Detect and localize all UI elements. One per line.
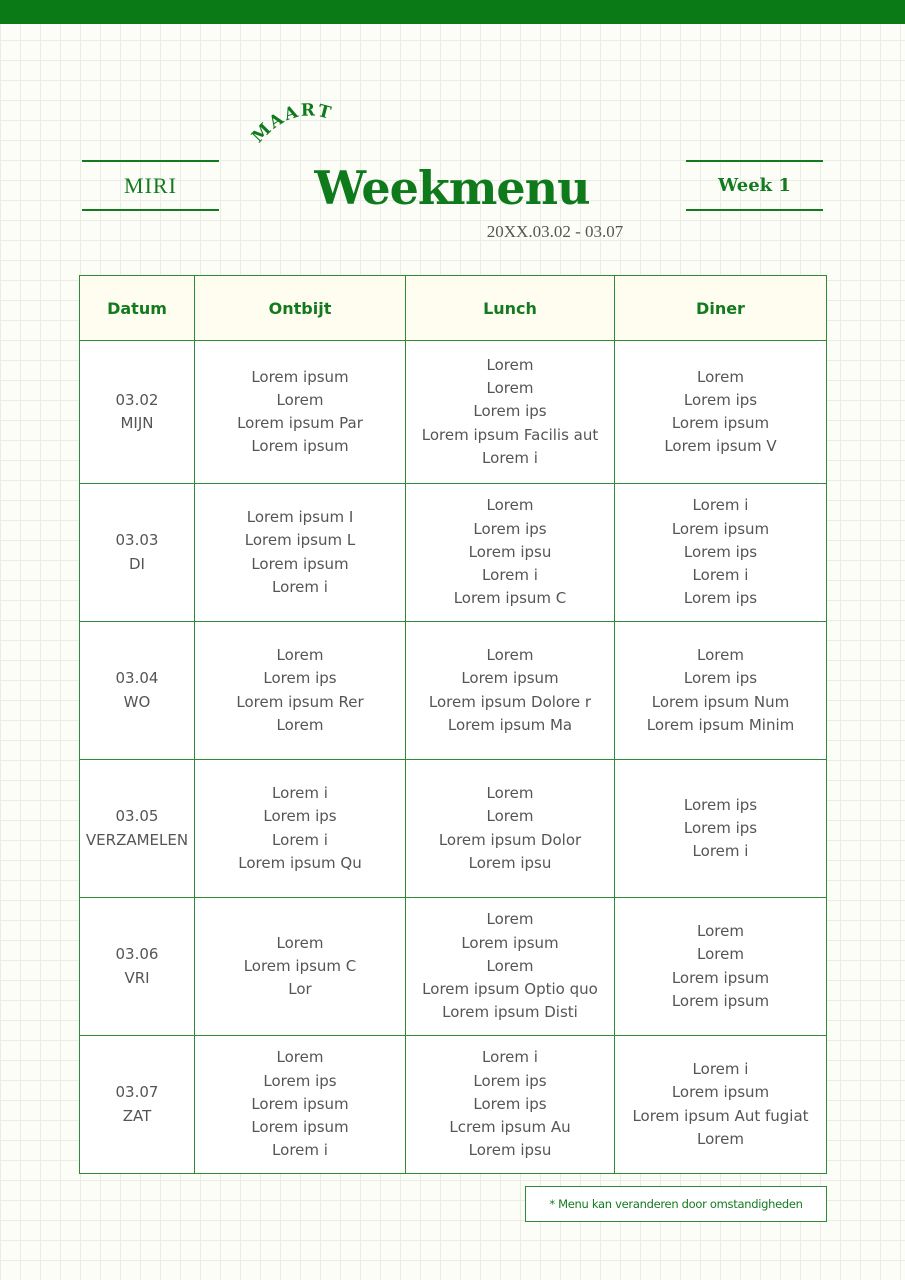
author-box <box>82 160 219 211</box>
menu-item: Lorem ipsum Qu <box>238 853 362 872</box>
day-name: VRI <box>124 968 150 987</box>
month-arc-label <box>245 92 365 152</box>
menu-item: Lorem ipsu <box>468 1141 552 1160</box>
footer-note: * Menu kan veranderen door omstandigheden <box>525 1186 827 1222</box>
week-label: Week 1 <box>718 175 791 196</box>
menu-item: Lor <box>288 980 312 999</box>
menu-item: Lorem <box>276 715 324 734</box>
author-name: MIRI <box>124 172 177 198</box>
diner-cell <box>615 622 827 760</box>
menu-item: Lorem <box>486 496 534 515</box>
menu-item: Lorem ipsu <box>468 542 552 561</box>
menu-item: Lorem <box>486 646 534 665</box>
ontbijt-cell <box>195 622 406 760</box>
menu-item: Lorem ips <box>683 542 758 561</box>
menu-item: Lorem i <box>692 1060 749 1079</box>
menu-item: Lcrem ipsum Au <box>449 1118 571 1137</box>
menu-item: Lorem ipsum Disti <box>442 1003 578 1022</box>
menu-item: Lorem ips <box>263 807 337 826</box>
table-row <box>80 341 827 484</box>
menu-item: Lorem ipsum Ma <box>447 715 573 734</box>
table-row <box>80 898 827 1036</box>
diner-cell <box>615 1036 827 1174</box>
menu-item: Lorem ipsum V <box>664 437 777 456</box>
menu-item: Lorem ipsum Minim <box>646 715 795 734</box>
lunch-cell <box>406 484 615 622</box>
menu-item: Lorem <box>486 355 534 374</box>
date-range: 20XX.03.02 - 03.07 <box>486 222 624 241</box>
menu-item: Lorem ipsum I <box>246 508 354 527</box>
lunch-cell <box>406 898 615 1036</box>
menu-item: Lorem ips <box>683 669 758 688</box>
menu-item: Lorem ipsum Dolor <box>438 830 582 849</box>
header-lunch: Lunch <box>406 276 615 341</box>
ontbijt-cell <box>195 760 406 898</box>
menu-item: Lorem <box>276 1048 324 1067</box>
menu-item: Lorem i <box>482 448 538 467</box>
lunch-cell <box>406 622 615 760</box>
date-value: 03.07 <box>115 1083 159 1102</box>
day-name: DI <box>129 554 145 573</box>
date-cell <box>80 341 195 484</box>
menu-item: Lorem <box>697 1129 744 1148</box>
top-accent-bar <box>0 0 905 24</box>
date-cell <box>80 760 195 898</box>
menu-item: Lorem ipsum <box>671 968 770 987</box>
menu-item: Lorem ipsum <box>671 414 770 432</box>
menu-item: Lorem ipsum Optio quo <box>422 980 598 999</box>
menu-item: Lorem ipsum <box>251 554 349 573</box>
menu-item: Lorem ips <box>263 669 337 688</box>
menu-item: Lorem i <box>692 496 749 515</box>
page-title: Weekmenu <box>314 161 590 215</box>
diner-cell <box>615 341 827 484</box>
lunch-cell <box>406 760 615 898</box>
table-row <box>80 760 827 898</box>
menu-item: Lorem <box>697 646 744 665</box>
menu-item: Lorem ipsum Num <box>651 692 790 711</box>
menu-item: Lorem <box>697 922 744 941</box>
date-cell <box>80 1036 195 1174</box>
ontbijt-cell <box>195 484 406 622</box>
day-name: ZAT <box>122 1106 152 1125</box>
diner-cell <box>615 484 827 622</box>
menu-item: Lorem ipsum Rer <box>236 692 364 711</box>
day-name: VERZAMELEN <box>85 830 189 849</box>
menu-item: Lorem ipsum <box>251 367 349 386</box>
date-cell <box>80 622 195 760</box>
menu-item: Lorem ipsum <box>251 1094 349 1113</box>
menu-item: Lorem i <box>482 566 538 585</box>
menu-item: Lorem i <box>272 830 328 849</box>
lunch-cell <box>406 341 615 484</box>
menu-item: Lorem <box>486 807 534 826</box>
diner-cell <box>615 760 827 898</box>
svg-text:MAART <box>248 100 335 147</box>
menu-item: Lorem ips <box>473 1071 547 1090</box>
menu-item: Lorem <box>276 390 324 409</box>
menu-item: Lorem <box>486 379 534 398</box>
menu-item: Lorem ipsum Aut fugiat <box>632 1106 809 1125</box>
header-diner: Diner <box>615 276 827 341</box>
menu-item: Lorem ips <box>473 519 547 538</box>
menu-item: Lorem ipsum C <box>453 589 567 608</box>
menu-item: Lorem ips <box>683 818 758 837</box>
day-name: MIJN <box>120 414 154 432</box>
menu-item: Lorem <box>697 367 744 386</box>
table-row <box>80 1036 827 1174</box>
date-cell <box>80 484 195 622</box>
menu-item: Lorem <box>486 784 534 803</box>
date-cell <box>80 898 195 1036</box>
menu-table <box>79 275 827 1174</box>
menu-item: Lorem ipsum <box>251 1118 349 1137</box>
date-value: 03.03 <box>115 531 159 550</box>
table-row <box>80 622 827 760</box>
menu-item: Lorem ipsum <box>461 933 559 952</box>
menu-item: Lorem <box>486 910 534 929</box>
menu-item: Lorem i <box>692 842 749 861</box>
ontbijt-cell <box>195 1036 406 1174</box>
date-value: 03.05 <box>115 807 159 826</box>
menu-item: Lorem ips <box>473 402 547 421</box>
ontbijt-cell <box>195 341 406 484</box>
week-box <box>686 160 823 211</box>
date-value: 03.02 <box>115 390 159 409</box>
lunch-cell <box>406 1036 615 1174</box>
menu-item: Lorem ipsum C <box>243 956 357 975</box>
menu-item: Lorem ipsum Dolore r <box>428 692 592 711</box>
menu-item: Lorem i <box>272 577 328 596</box>
menu-item: Lorem i <box>692 566 749 585</box>
menu-item: Lorem <box>276 646 324 665</box>
day-name: WO <box>123 692 151 711</box>
menu-item: Lorem ipsum L <box>244 531 356 550</box>
menu-item: Lorem ipsum <box>461 669 559 688</box>
menu-item: Lorem ipsu <box>468 853 552 872</box>
menu-item: Lorem ipsum Facilis aut <box>421 425 599 444</box>
menu-item: Lorem ips <box>683 390 758 409</box>
table-header-row <box>80 276 827 341</box>
menu-item: Lorem ips <box>473 1094 547 1113</box>
ontbijt-cell <box>195 898 406 1036</box>
menu-item: Lorem ipsum <box>671 519 770 538</box>
month-text: MAART <box>248 100 335 148</box>
menu-item: Lorem <box>697 945 744 964</box>
menu-item: Lorem ipsum <box>671 1083 770 1102</box>
menu-item: Lorem ipsum <box>251 437 349 456</box>
menu-item: Lorem ips <box>683 795 758 814</box>
date-value: 03.06 <box>115 945 159 964</box>
menu-table-body <box>80 341 827 1174</box>
date-value: 03.04 <box>115 669 159 688</box>
menu-item: Lorem i <box>272 1141 328 1160</box>
menu-item: Lorem <box>486 956 534 975</box>
header-ontbijt: Ontbijt <box>195 276 406 341</box>
table-row <box>80 484 827 622</box>
menu-item: Lorem ipsum Par <box>237 414 363 432</box>
menu-item: Lorem i <box>272 784 328 803</box>
menu-item: Lorem ips <box>263 1071 337 1090</box>
menu-item: Lorem ips <box>683 589 758 608</box>
menu-item: Lorem <box>276 933 324 952</box>
menu-item: Lorem i <box>482 1048 538 1067</box>
header-datum: Datum <box>80 276 195 341</box>
menu-item: Lorem ipsum <box>671 991 770 1010</box>
diner-cell <box>615 898 827 1036</box>
